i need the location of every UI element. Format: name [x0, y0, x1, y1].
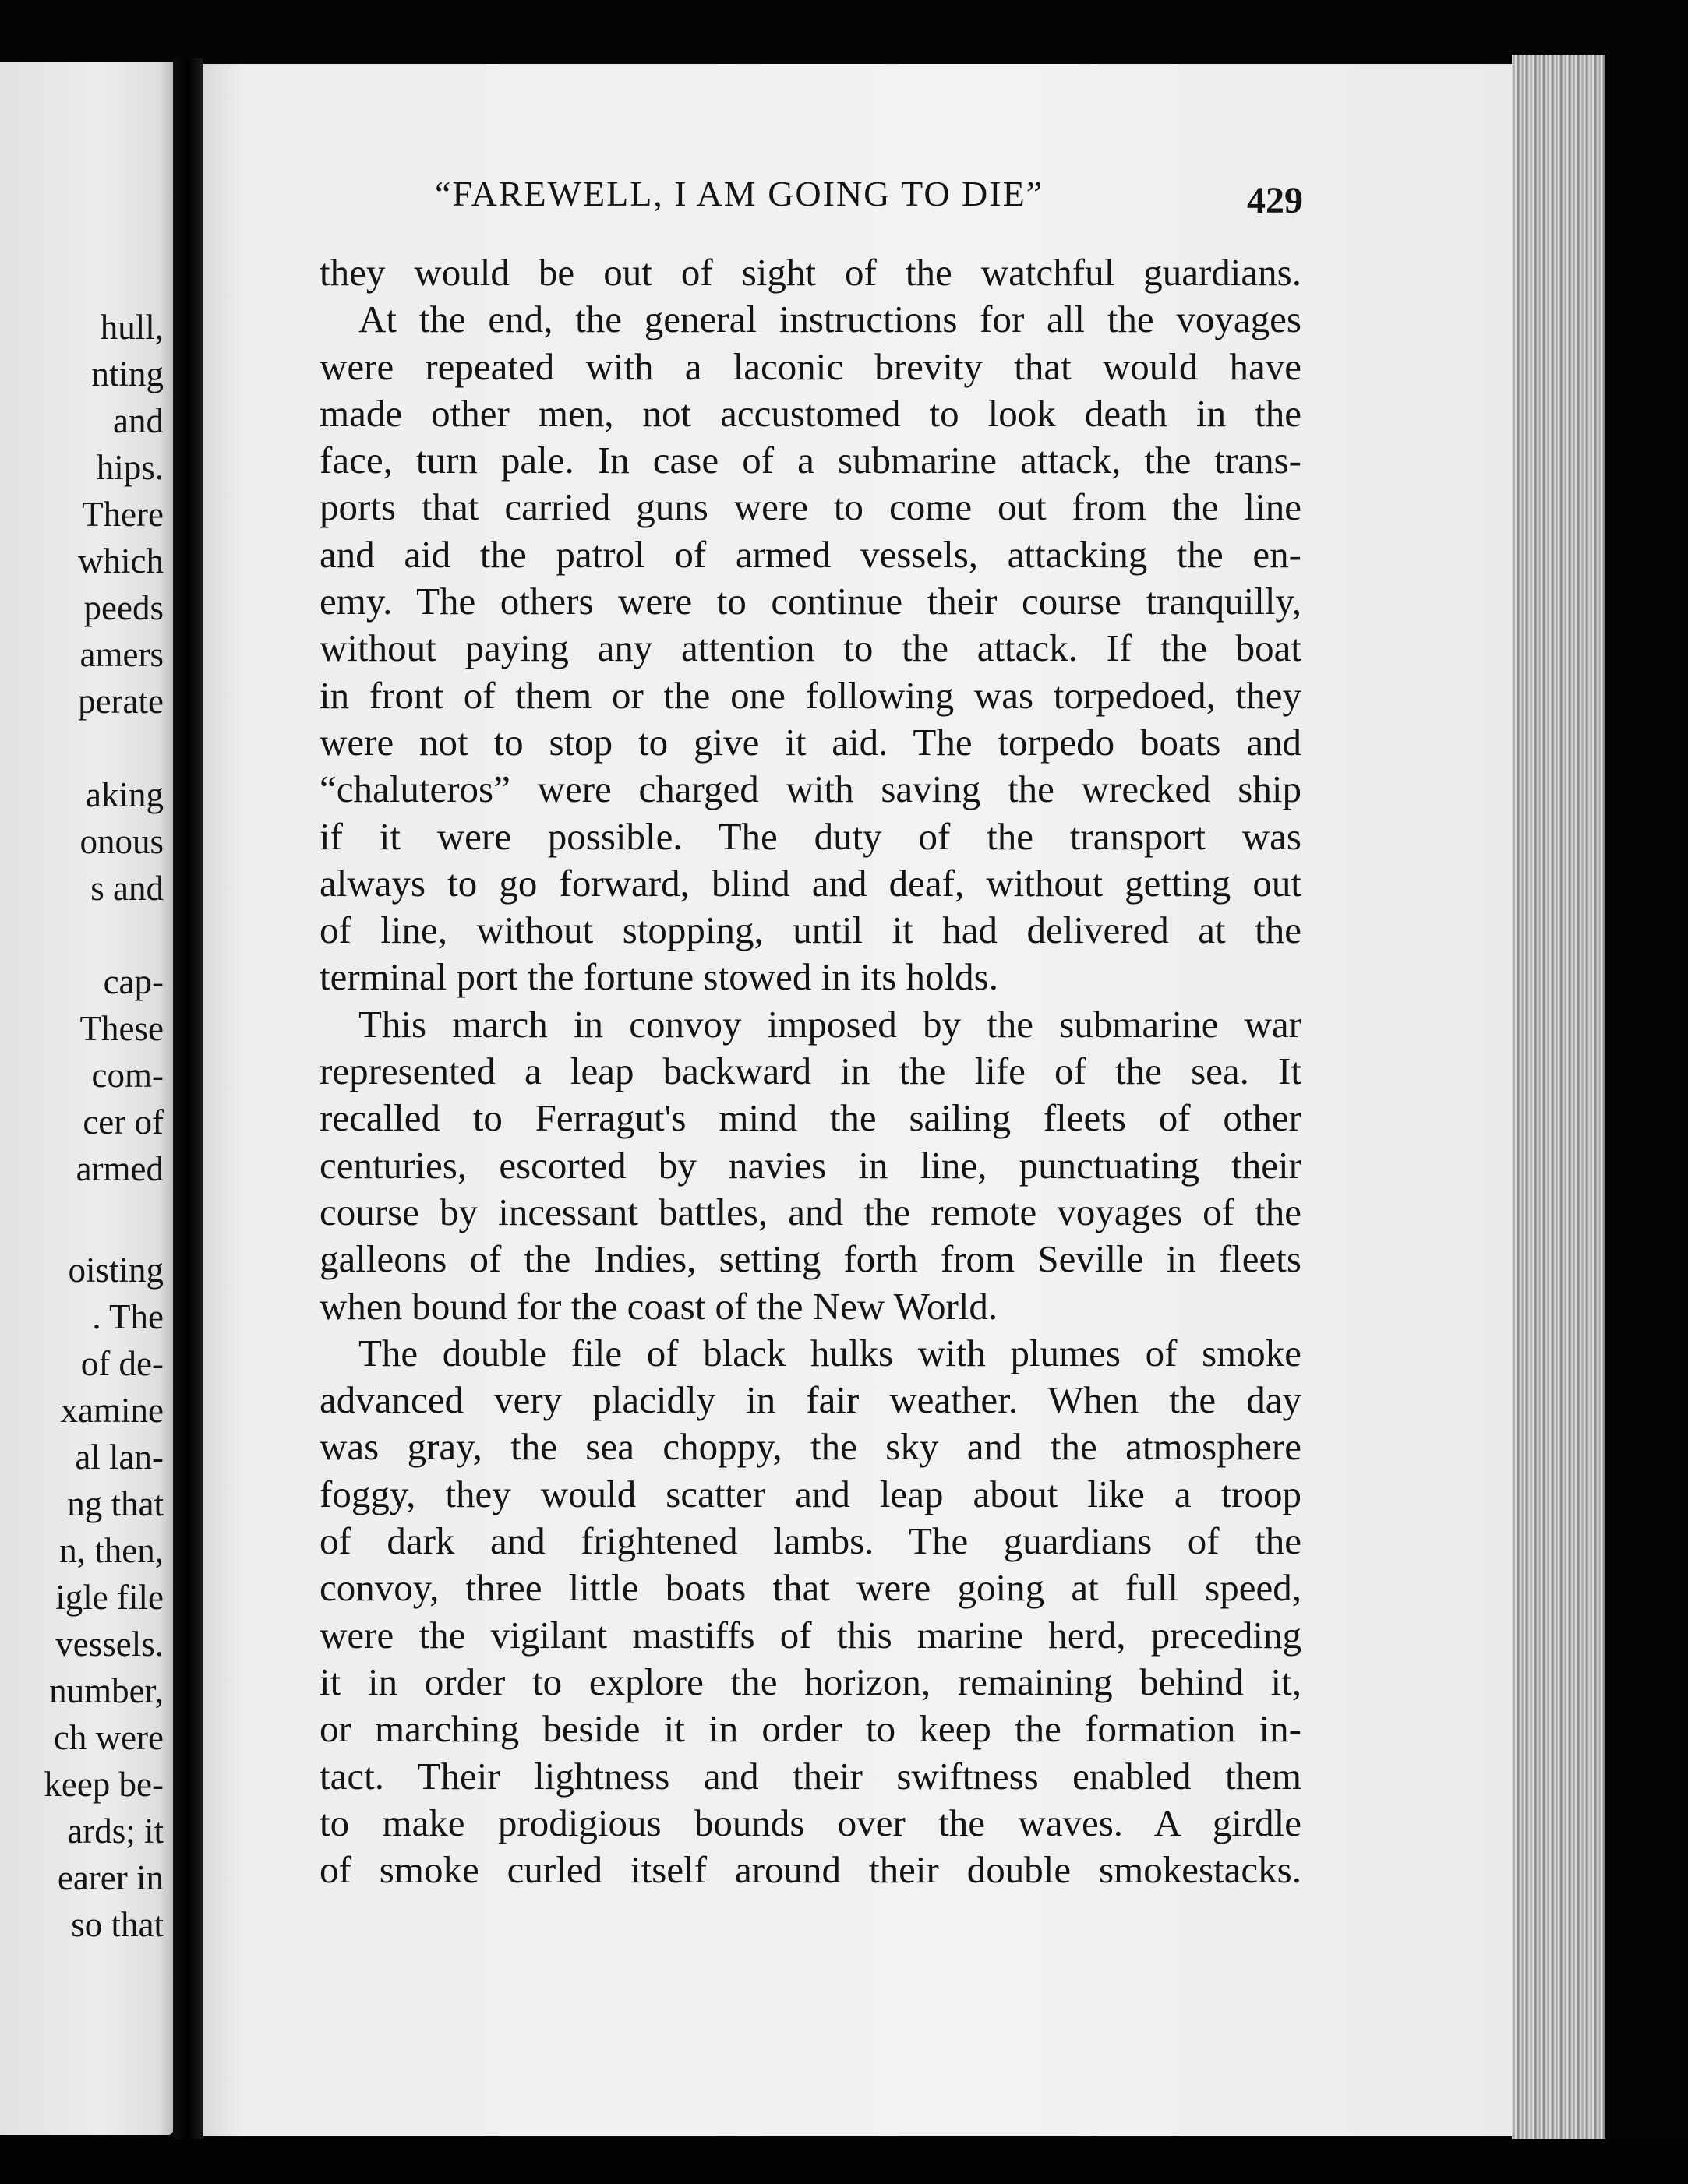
left-page-line: al lan-: [75, 1438, 164, 1477]
left-page-line: These: [79, 1009, 164, 1048]
left-page-line: . The: [92, 1297, 164, 1336]
text-line: always to go forward, blind and deaf, without getting out: [320, 861, 1301, 905]
left-page-line: igle file: [55, 1578, 164, 1617]
text-line: were the vigilant mastiffs of this marine herd, preceding: [320, 1613, 1301, 1657]
text-line: were not to stop to give it aid. The torpedo boats and: [320, 720, 1301, 764]
text-line: if it were possible. The duty of the transport was: [320, 814, 1301, 858]
left-page-line: cap-: [103, 962, 164, 1001]
text-line: This march in convoy imposed by the submarine war: [358, 1002, 1301, 1046]
left-page-line: number,: [49, 1671, 164, 1710]
left-page-line: oisting: [68, 1251, 164, 1290]
left-page-line: xamine: [60, 1391, 164, 1430]
text-line: galleons of the Indies, setting forth from Seville in fleets: [320, 1237, 1301, 1281]
text-line: recalled to Ferragut's mind the sailing fleets of other: [320, 1096, 1301, 1140]
text-line: of dark and frightened lambs. The guardians of the: [320, 1519, 1301, 1563]
text-line: without paying any attention to the attack. If the boat: [320, 626, 1301, 670]
text-line: to make prodigious bounds over the waves. A girdle: [320, 1801, 1301, 1844]
left-page-line: s and: [90, 869, 164, 908]
text-line: emy. The others were to continue their course tranquilly,: [320, 580, 1301, 623]
left-page-line: ng that: [67, 1484, 164, 1523]
text-line: advanced very placidly in fair weather. When the day: [320, 1378, 1301, 1422]
left-page-line: cer of: [83, 1103, 164, 1141]
left-page-line: n, then,: [59, 1531, 164, 1570]
left-facing-page: [0, 62, 173, 2135]
left-page-line: There: [82, 495, 164, 534]
text-line: convoy, three little boats that were going at full speed,: [320, 1566, 1301, 1610]
text-line: of smoke curled itself around their double smokestacks.: [320, 1848, 1301, 1892]
text-line: centuries, escorted by navies in line, punctuating their: [320, 1143, 1301, 1187]
left-page-line: hips.: [96, 448, 164, 487]
book-gutter: [173, 58, 203, 2154]
background-shadow: [1605, 47, 1688, 2184]
text-line: in front of them or the one following was torpedoed, they: [320, 673, 1301, 717]
text-line: tact. Their lightness and their swiftness enabled them: [320, 1754, 1301, 1798]
text-line: “chaluteros” were charged with saving the wrecked ship: [320, 767, 1301, 811]
left-page-line: so that: [71, 1905, 164, 1944]
text-line: represented a leap backward in the life of the sea. It: [320, 1050, 1301, 1093]
left-page-line: com-: [91, 1056, 164, 1095]
text-line: or marching beside it in order to keep the formation in-: [320, 1707, 1301, 1751]
left-page-line: ards; it: [67, 1812, 164, 1851]
text-line: The double file of black hulks with plumes of smoke: [358, 1331, 1301, 1374]
text-line: was gray, the sea choppy, the sky and the atmosphere: [320, 1425, 1301, 1469]
text-line: made other men, not accustomed to look death in the: [320, 391, 1301, 435]
page-number: 429: [1247, 180, 1303, 221]
left-page-line: armed: [76, 1149, 164, 1188]
left-page-line: hull,: [100, 308, 164, 347]
text-line: course by incessant battles, and the remote voyages of the: [320, 1190, 1301, 1233]
text-line: At the end, the general instructions for all the voyages: [358, 298, 1301, 341]
left-page-line: ch were: [53, 1718, 164, 1757]
left-page-line: vessels.: [55, 1625, 164, 1664]
text-line: of line, without stopping, until it had delivered at the: [320, 909, 1301, 952]
left-page-line: aking: [86, 775, 164, 814]
text-line: ports that carried guns were to come out from the line: [320, 485, 1301, 529]
left-page-line: keep be-: [44, 1765, 164, 1804]
text-line: it in order to explore the horizon, remaining behind it,: [320, 1660, 1301, 1703]
left-page-line: nting: [91, 355, 164, 393]
running-head: “FAREWELL, I AM GOING TO DIE”: [435, 174, 1044, 213]
text-line: and aid the patrol of armed vessels, attacking the en-: [320, 532, 1301, 576]
text-line: were repeated with a laconic brevity that would have: [320, 344, 1301, 388]
left-page-line: peeds: [83, 588, 164, 627]
left-page-line: of de-: [80, 1344, 164, 1383]
bottom-shadow: [0, 2139, 1688, 2184]
left-page-line: amers: [79, 635, 164, 674]
text-line: terminal port the fortune stowed in its holds.: [320, 955, 998, 999]
left-page-line: and: [113, 401, 164, 440]
text-line: when bound for the coast of the New World.: [320, 1284, 998, 1328]
left-page-line: perate: [78, 682, 164, 721]
text-line: they would be out of sight of the watchful guardians.: [320, 251, 1301, 294]
text-line: face, turn pale. In case of a submarine attack, the trans-: [320, 439, 1301, 482]
text-line: foggy, they would scatter and leap about like a troop: [320, 1472, 1301, 1515]
left-page-line: earer in: [57, 1858, 164, 1897]
left-page-line: onous: [79, 822, 164, 861]
body-text: [320, 249, 1301, 1893]
left-page-line: which: [78, 542, 164, 580]
